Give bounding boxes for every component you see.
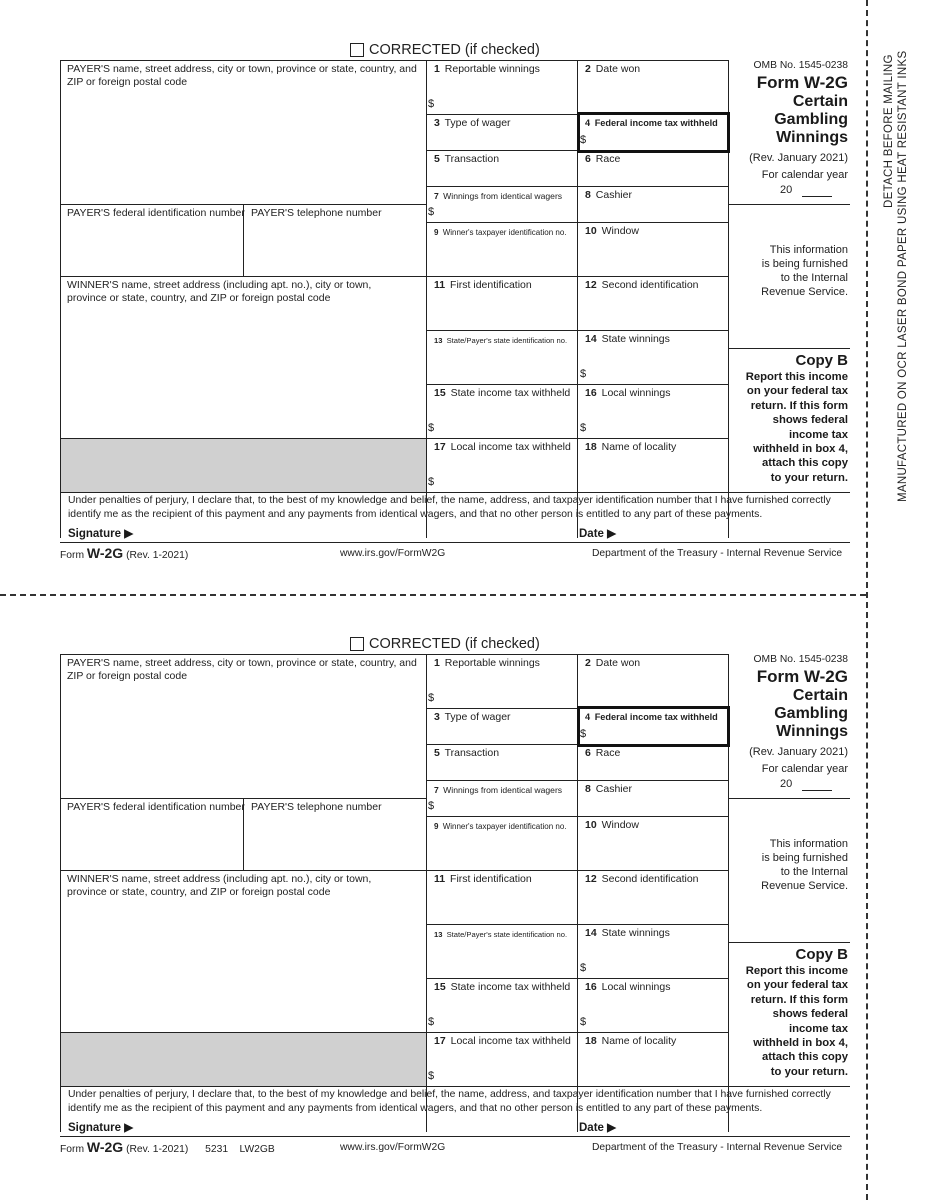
- box4-label[interactable]: 4 Federal income tax withheld: [585, 118, 718, 128]
- revision-date: (Rev. January 2021): [749, 152, 848, 164]
- form-heading-line3: Winnings: [776, 723, 848, 740]
- department-name: Department of the Treasury - Internal Revenue Service: [592, 1142, 843, 1153]
- box1-dollar: $: [428, 692, 435, 704]
- payer-fed-id-field[interactable]: [62, 816, 242, 868]
- box2-label[interactable]: 2 Date won: [585, 63, 641, 75]
- box17-dollar: $: [428, 476, 435, 488]
- irs-url[interactable]: www.irs.gov/FormW2G: [340, 1142, 446, 1153]
- manufacture-notice: MANUFACTURED ON OCR LASER BOND PAPER USING HEAT RESISTANT INKS: [897, 50, 909, 502]
- box15-dollar: $: [428, 1016, 435, 1028]
- corrected-label: CORRECTED (if checked): [369, 42, 540, 58]
- calendar-year-label: For calendar year: [761, 169, 848, 181]
- box11-label[interactable]: 11 First identification: [434, 279, 532, 291]
- detach-notice: DETACH BEFORE MAILING: [883, 54, 895, 208]
- signature-label: Signature ▶: [68, 528, 134, 540]
- payer-name-field[interactable]: [62, 92, 424, 202]
- box18-label[interactable]: 18 Name of locality: [585, 441, 677, 453]
- box12-label[interactable]: 12 Second identification: [585, 873, 699, 885]
- box3-label[interactable]: 3 Type of wager: [434, 711, 511, 723]
- date-label: Date ▶: [579, 1122, 616, 1134]
- omb-number: OMB No. 1545-0238: [753, 654, 848, 665]
- box2-label[interactable]: 2 Date won: [585, 657, 641, 669]
- box15-dollar: $: [428, 422, 435, 434]
- w2g-form-top: [0, 42, 866, 610]
- winner-name-label: WINNER'S name, street address (including apt. no.), city or town, province or state, country, and ZIP or foreign postal code: [67, 873, 372, 898]
- form-heading-line2: Gambling: [774, 705, 848, 722]
- year-prefix: 20: [780, 778, 793, 790]
- box8-label[interactable]: 8 Cashier: [585, 783, 632, 795]
- department-name: Department of the Treasury - Internal Revenue Service: [592, 548, 843, 559]
- box7-dollar: $: [428, 800, 435, 812]
- year-prefix: 20: [780, 184, 793, 196]
- form-footer-id: Form W-2G (Rev. 1-2021): [60, 545, 189, 561]
- perjury-statement: Under penalties of perjury, I declare that, to the best of my knowledge and belief, the name, address, and taxpayer identification number that I have furnished correctly identify me as the recipient of this payment and any payments from identical wagers, and that no other person is entitled to any part of these payments.: [68, 1089, 831, 1114]
- w2g-form-bottom: [0, 636, 866, 1200]
- box17-dollar: $: [428, 1070, 435, 1082]
- payer-fed-id-field[interactable]: [62, 222, 242, 274]
- payer-fed-id-label: PAYER'S federal identification number: [67, 207, 245, 219]
- copy-b-instructions: Report this income on your federal tax return. If this form shows federal income tax withheld in box 4, attach this copy to your return.: [745, 965, 848, 1078]
- winner-name-field[interactable]: [62, 904, 424, 1030]
- signature-label: Signature ▶: [68, 1122, 134, 1134]
- box15-label[interactable]: 15 State income tax withheld: [434, 387, 571, 399]
- date-label: Date ▶: [579, 528, 616, 540]
- winner-name-field[interactable]: [62, 310, 424, 436]
- payer-phone-label: PAYER'S telephone number: [251, 801, 382, 813]
- copy-b-title: Copy B: [795, 946, 848, 963]
- box5-label[interactable]: 5 Transaction: [434, 747, 500, 759]
- box8-label[interactable]: 8 Cashier: [585, 189, 632, 201]
- payer-phone-field[interactable]: [245, 816, 425, 868]
- payer-phone-field[interactable]: [245, 222, 425, 274]
- corrected-label: CORRECTED (if checked): [369, 636, 540, 652]
- corrected-checkbox-row[interactable]: [350, 636, 540, 652]
- box18-label[interactable]: 18 Name of locality: [585, 1035, 677, 1047]
- box6-label[interactable]: 6 Race: [585, 153, 621, 165]
- box5-label[interactable]: 5 Transaction: [434, 153, 500, 165]
- box6-label[interactable]: 6 Race: [585, 747, 621, 759]
- box16-label[interactable]: 16 Local winnings: [585, 387, 671, 399]
- calendar-year-label: For calendar year: [761, 763, 848, 775]
- box16-dollar: $: [580, 422, 587, 434]
- form-footer-id: Form W-2G (Rev. 1-2021) 5231 LW2GB: [60, 1139, 275, 1155]
- signature-field[interactable]: [150, 524, 570, 540]
- payer-name-label: PAYER'S name, street address, city or town, province or state, country, and ZIP or foreign postal code: [67, 63, 417, 88]
- payer-fed-id-label: PAYER'S federal identification number: [67, 801, 245, 813]
- box7-label[interactable]: 7 Winnings from identical wagers: [434, 191, 563, 201]
- box1-dollar: $: [428, 98, 435, 110]
- box1-label[interactable]: 1 Reportable winnings: [434, 657, 540, 669]
- date-field[interactable]: [625, 524, 845, 540]
- form-heading-line3: Winnings: [776, 129, 848, 146]
- form-heading-line1: Certain: [792, 93, 848, 110]
- corrected-checkbox[interactable]: [350, 637, 364, 651]
- date-field[interactable]: [625, 1118, 845, 1134]
- copy-b-title: Copy B: [795, 352, 848, 369]
- payer-phone-label: PAYER'S telephone number: [251, 207, 382, 219]
- box12-label[interactable]: 12 Second identification: [585, 279, 699, 291]
- corrected-checkbox[interactable]: [350, 43, 364, 57]
- perjury-statement: Under penalties of perjury, I declare that, to the best of my knowledge and belief, the name, address, and taxpayer identification number that I have furnished correctly identify me as the recipient of this payment and any payments from identical wagers, and that no other person is entitled to any part of these payments.: [68, 495, 831, 520]
- payer-name-label: PAYER'S name, street address, city or town, province or state, country, and ZIP or foreign postal code: [67, 657, 417, 682]
- box15-label[interactable]: 15 State income tax withheld: [434, 981, 571, 993]
- year-field[interactable]: [802, 196, 832, 197]
- box9-label[interactable]: 9 Winner's taxpayer identification no.: [434, 822, 567, 831]
- box13-label[interactable]: 13 State/Payer's state identification no.: [434, 336, 568, 345]
- box7-label[interactable]: 7 Winnings from identical wagers: [434, 785, 563, 795]
- form-title: Form W-2G: [756, 73, 848, 92]
- box3-label[interactable]: 3 Type of wager: [434, 117, 511, 129]
- shaded-area: [61, 1033, 426, 1086]
- omb-number: OMB No. 1545-0238: [753, 60, 848, 71]
- box4-label[interactable]: 4 Federal income tax withheld: [585, 712, 718, 722]
- copy-b-instructions: Report this income on your federal tax return. If this form shows federal income tax withheld in box 4, attach this copy to your return.: [745, 371, 848, 484]
- box14-label[interactable]: 14 State winnings: [585, 927, 670, 939]
- info-notice: This information is being furnished to the Internal Revenue Service.: [761, 244, 848, 298]
- info-notice: This information is being furnished to the Internal Revenue Service.: [761, 838, 848, 892]
- irs-url[interactable]: www.irs.gov/FormW2G: [340, 548, 446, 559]
- box14-label[interactable]: 14 State winnings: [585, 333, 670, 345]
- box9-label[interactable]: 9 Winner's taxpayer identification no.: [434, 228, 567, 237]
- box17-label[interactable]: 17 Local income tax withheld: [434, 441, 571, 453]
- box7-dollar: $: [428, 206, 435, 218]
- year-field[interactable]: [802, 790, 832, 791]
- box10-label[interactable]: 10 Window: [585, 819, 639, 831]
- box14-dollar: $: [580, 962, 587, 974]
- box17-label[interactable]: 17 Local income tax withheld: [434, 1035, 571, 1047]
- box16-dollar: $: [580, 1016, 587, 1028]
- box10-label[interactable]: 10 Window: [585, 225, 639, 237]
- box1-label[interactable]: 1 Reportable winnings: [434, 63, 540, 75]
- detach-perforation-horizontal: [0, 594, 866, 596]
- payer-name-field[interactable]: [62, 686, 424, 796]
- shaded-area: [61, 439, 426, 492]
- box13-label[interactable]: 13 State/Payer's state identification no.: [434, 930, 568, 939]
- box16-label[interactable]: 16 Local winnings: [585, 981, 671, 993]
- box14-dollar: $: [580, 368, 587, 380]
- winner-name-label: WINNER'S name, street address (including apt. no.), city or town, province or state, country, and ZIP or foreign postal code: [67, 279, 372, 304]
- box11-label[interactable]: 11 First identification: [434, 873, 532, 885]
- form-heading-line2: Gambling: [774, 111, 848, 128]
- revision-date: (Rev. January 2021): [749, 746, 848, 758]
- corrected-checkbox-row[interactable]: [350, 42, 540, 58]
- box4-dollar: $: [580, 134, 587, 146]
- form-heading-line1: Certain: [792, 687, 848, 704]
- detach-perforation-vertical: [866, 0, 868, 1200]
- form-title: Form W-2G: [756, 667, 848, 686]
- signature-field[interactable]: [150, 1118, 570, 1134]
- box4-dollar: $: [580, 728, 587, 740]
